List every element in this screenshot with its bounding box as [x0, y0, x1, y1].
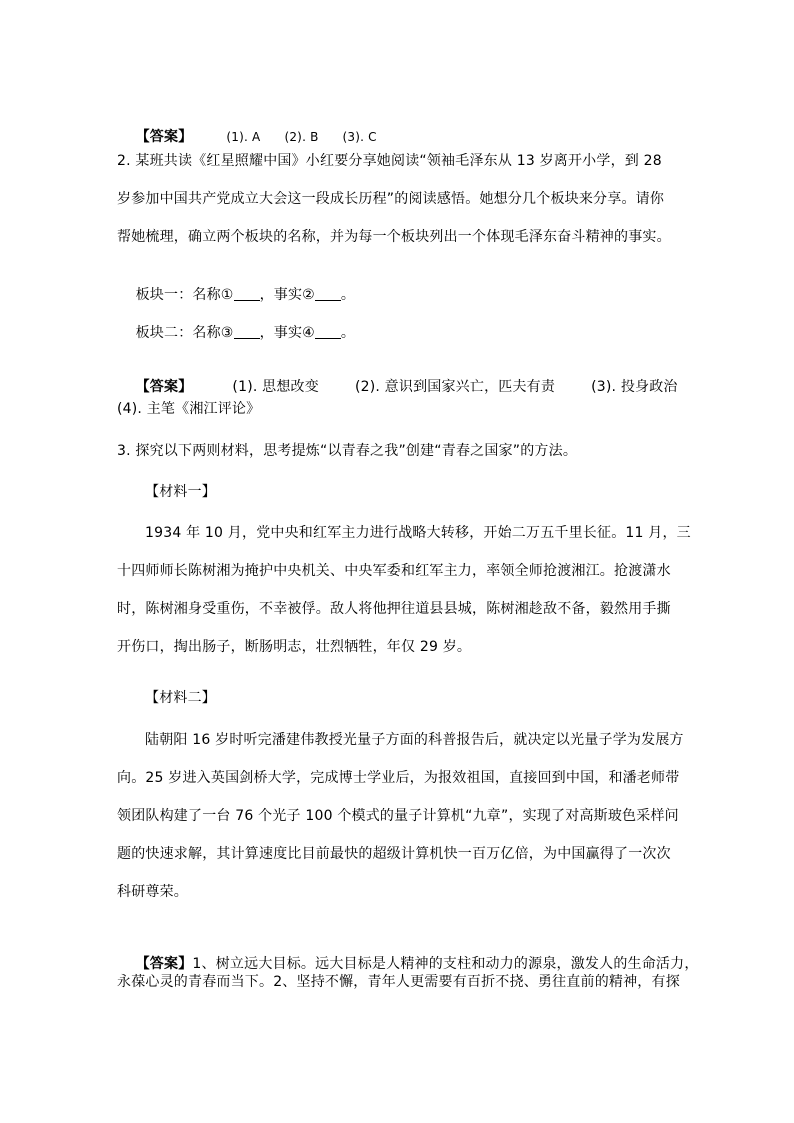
material-2-line-5: 科研尊荣。: [117, 884, 188, 900]
block1-mid: ，事实②: [259, 287, 315, 303]
material-2-line-3: 领团队构建了一台 76 个光子 100 个模式的量子计算机“九章”，实现了对高斯玻色采样问: [117, 808, 679, 824]
material-1-line-2: 十四师师长陈树湘为掩护中央机关、中央军委和红军主力，率领全师抢渡湘江。抢渡潇水: [117, 563, 671, 579]
blank-2: [315, 286, 341, 301]
q1-answer-1: (1). A: [226, 130, 261, 144]
q3-question: 3. 探究以下两则材料，思考提炼“以青春之我”创建“青春之国家”的方法。: [117, 443, 578, 459]
material-1-line-4: 开伤口，掏出肠子，断肠明志，壮烈牺牲，年仅 29 岁。: [117, 639, 472, 655]
block1-end: 。: [340, 287, 356, 303]
block2-mid: ，事实④: [259, 325, 315, 341]
q3-answer-text-1: 1、树立远大目标。远大目标是人精神的支柱和动力的源泉，激发人的生命活力，: [192, 956, 699, 972]
q1-answer-2: (2). B: [284, 130, 319, 144]
q2-line-1: 2. 某班共读《红星照耀中国》小红要分享她阅读“领袖毛泽东从 13 岁离开小学，到 28: [117, 153, 662, 169]
q2-line-3: 帮她梳理，确立两个板块的名称，并为每一个板块列出一个体现毛泽东奋斗精神的事实。: [117, 229, 671, 245]
material-2-line-1: 陆朝阳 16 岁时听完潘建伟教授光量子方面的科普报告后，就决定以光量子学为发展方: [145, 732, 684, 748]
q2-block-2: [117, 303, 355, 363]
material-1-title: 【材料一】: [145, 484, 216, 500]
material-1-line-1: 1934 年 10 月，党中央和红军主力进行战略大转移，开始二万五千里长征。11 月，三: [145, 525, 691, 541]
q2-answer-3: (3). 投身政治: [591, 379, 678, 395]
blank-4: [315, 324, 341, 339]
block2-end: 。: [340, 325, 356, 341]
block1-prefix: 板块一：名称①: [135, 287, 234, 303]
answer-label: 【答案】: [135, 956, 193, 972]
material-2-line-4: 题的快速求解，其计算速度比目前最快的超级计算机快一百万亿倍，为中国赢得了一次次: [117, 846, 671, 862]
material-2-title: 【材料二】: [145, 690, 216, 706]
q2-answer-1: (1). 思想改变: [232, 379, 319, 395]
material-2-line-2: 向。25 岁进入英国剑桥大学，完成博士学业后，为报效祖国，直接回到中国，和潘老师带: [117, 770, 680, 786]
blank-3: [234, 324, 260, 339]
q2-answer-4: (4). 主笔《湘江评论》: [117, 401, 261, 417]
q3-answer-line-2: 永葆心灵的青春而当下。2、坚持不懈，青年人更需要有百折不挠、勇往直前的精神，有探: [117, 974, 680, 990]
q2-answer-2: (2). 意识到国家兴亡，匹夫有责: [354, 379, 556, 395]
blank-1: [234, 286, 260, 301]
block2-prefix: 板块二：名称③: [135, 325, 234, 341]
answer-label: 【答案】: [135, 129, 193, 145]
q2-line-2: 岁参加中国共产党成立大会这一段成长历程”的阅读感悟。她想分几个板块来分享。请你: [117, 191, 665, 207]
q1-answer-3: (3). C: [342, 130, 377, 144]
material-1-line-3: 时，陈树湘身受重伤，不幸被俘。敌人将他押往道县县城，陈树湘趁敌不备，毅然用手撕: [117, 601, 671, 617]
answer-label: 【答案】: [135, 379, 193, 395]
